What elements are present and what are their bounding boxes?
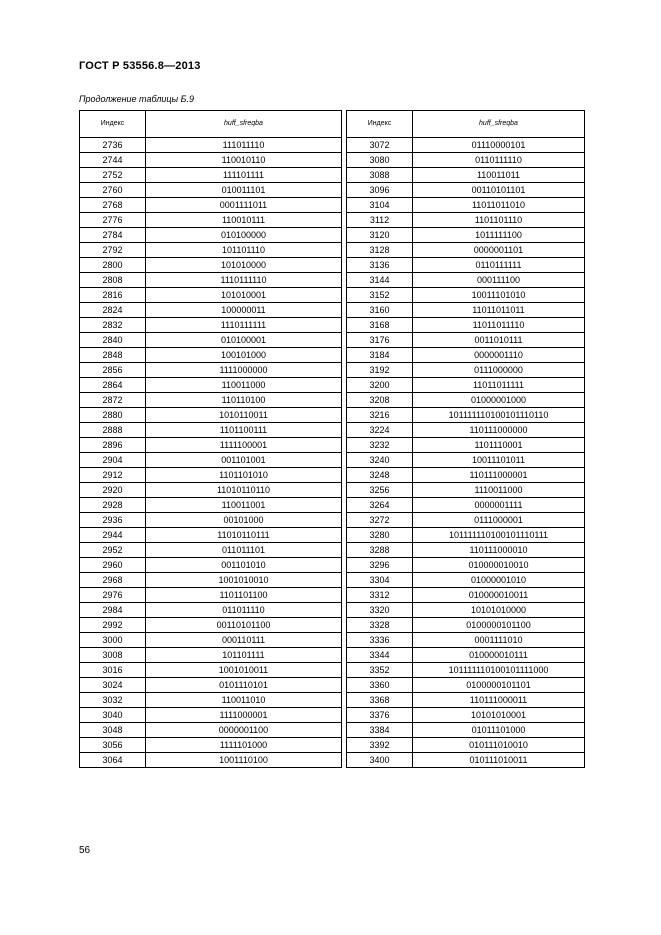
document-header: ГОСТ Р 53556.8—2013	[79, 60, 201, 72]
code-cell: 0100000101100	[413, 618, 585, 633]
index-cell: 3216	[347, 408, 413, 423]
code-cell: 101101110	[146, 243, 342, 258]
table-container	[79, 110, 585, 768]
table-row	[347, 183, 585, 198]
table-row	[347, 288, 585, 303]
table-row	[80, 213, 342, 228]
code-cell: 1101101010	[146, 468, 342, 483]
code-cell: 11011011110	[413, 318, 585, 333]
index-cell: 3368	[347, 693, 413, 708]
table-row	[80, 528, 342, 543]
table-row	[80, 288, 342, 303]
index-cell: 3288	[347, 543, 413, 558]
index-cell: 3272	[347, 513, 413, 528]
table-row	[80, 378, 342, 393]
table-row	[347, 303, 585, 318]
code-cell: 0000001111	[413, 498, 585, 513]
table-row	[80, 318, 342, 333]
code-cell: 01000001010	[413, 573, 585, 588]
table-row	[347, 333, 585, 348]
code-cell: 110010110	[146, 153, 342, 168]
table-row	[347, 648, 585, 663]
table-caption: Продолжение таблицы Б.9	[79, 94, 195, 104]
table-row	[80, 558, 342, 573]
table-row	[347, 573, 585, 588]
index-cell: 2760	[80, 183, 146, 198]
code-cell: 01110000101	[413, 138, 585, 153]
index-cell: 3344	[347, 648, 413, 663]
table-header-row	[80, 111, 342, 138]
index-cell: 3256	[347, 483, 413, 498]
index-cell: 2736	[80, 138, 146, 153]
code-cell: 1111000000	[146, 363, 342, 378]
code-cell: 111011110	[146, 138, 342, 153]
table-row	[80, 573, 342, 588]
code-cell: 0111000000	[413, 363, 585, 378]
index-cell: 3352	[347, 663, 413, 678]
code-cell: 010111010011	[413, 753, 585, 768]
table-row	[80, 603, 342, 618]
table-row	[347, 543, 585, 558]
table-row	[347, 468, 585, 483]
table-row	[347, 708, 585, 723]
code-cell: 0000001110	[413, 348, 585, 363]
code-cell: 10011101010	[413, 288, 585, 303]
table-row	[80, 138, 342, 153]
code-cell: 100000011	[146, 303, 342, 318]
code-cell: 110110100	[146, 393, 342, 408]
index-cell: 2824	[80, 303, 146, 318]
code-cell: 11011011111	[413, 378, 585, 393]
index-cell: 3072	[347, 138, 413, 153]
index-cell: 2864	[80, 378, 146, 393]
index-cell: 3048	[80, 723, 146, 738]
code-table-right	[346, 110, 585, 768]
table-row	[347, 453, 585, 468]
index-cell: 2744	[80, 153, 146, 168]
table-row	[80, 438, 342, 453]
code-cell: 1011111100	[413, 228, 585, 243]
table-row	[347, 693, 585, 708]
index-cell: 3152	[347, 288, 413, 303]
table-row	[347, 663, 585, 678]
table-row	[80, 678, 342, 693]
code-cell: 001101001	[146, 453, 342, 468]
table-row	[347, 258, 585, 273]
table-row	[80, 273, 342, 288]
table-row	[347, 348, 585, 363]
table-row	[80, 693, 342, 708]
code-cell: 1001010010	[146, 573, 342, 588]
code-cell: 0011010111	[413, 333, 585, 348]
code-cell: 1110011000	[413, 483, 585, 498]
table-row	[80, 348, 342, 363]
code-cell: 110111000000	[413, 423, 585, 438]
index-cell: 3400	[347, 753, 413, 768]
code-table-left	[79, 110, 342, 768]
table-row	[347, 723, 585, 738]
index-cell: 2784	[80, 228, 146, 243]
code-cell: 00110101101	[413, 183, 585, 198]
index-cell: 3304	[347, 573, 413, 588]
code-cell: 00101000	[146, 513, 342, 528]
code-cell: 1111000001	[146, 708, 342, 723]
index-cell: 3184	[347, 348, 413, 363]
code-cell: 101010001	[146, 288, 342, 303]
code-cell: 010100001	[146, 333, 342, 348]
table-row	[347, 153, 585, 168]
table-row	[347, 168, 585, 183]
table-row	[347, 393, 585, 408]
index-cell: 3096	[347, 183, 413, 198]
header-index: Индекс	[80, 111, 146, 138]
code-cell: 1101101110	[413, 213, 585, 228]
table-row	[80, 183, 342, 198]
code-cell: 101111110100101111000	[413, 663, 585, 678]
code-cell: 1001110100	[146, 753, 342, 768]
code-cell: 000110111	[146, 633, 342, 648]
index-cell: 2832	[80, 318, 146, 333]
code-cell: 110011010	[146, 693, 342, 708]
index-cell: 3088	[347, 168, 413, 183]
table-row	[347, 138, 585, 153]
table-row	[347, 408, 585, 423]
index-cell: 2928	[80, 498, 146, 513]
index-cell: 3328	[347, 618, 413, 633]
table-row	[347, 318, 585, 333]
index-cell: 3264	[347, 498, 413, 513]
table-row	[80, 588, 342, 603]
index-cell: 3144	[347, 273, 413, 288]
table-row	[80, 408, 342, 423]
index-cell: 3360	[347, 678, 413, 693]
table-row	[80, 198, 342, 213]
code-cell: 01011101000	[413, 723, 585, 738]
index-cell: 3104	[347, 198, 413, 213]
index-cell: 3112	[347, 213, 413, 228]
index-cell: 3336	[347, 633, 413, 648]
code-cell: 010000010010	[413, 558, 585, 573]
index-cell: 3240	[347, 453, 413, 468]
code-cell: 101111110100101110110	[413, 408, 585, 423]
table-row	[80, 498, 342, 513]
code-cell: 010000010011	[413, 588, 585, 603]
code-cell: 10011101011	[413, 453, 585, 468]
code-cell: 1110111110	[146, 273, 342, 288]
index-cell: 2792	[80, 243, 146, 258]
index-cell: 3392	[347, 738, 413, 753]
code-cell: 1010110011	[146, 408, 342, 423]
code-cell: 1111100001	[146, 438, 342, 453]
index-cell: 3008	[80, 648, 146, 663]
index-cell: 3176	[347, 333, 413, 348]
code-cell: 110010111	[146, 213, 342, 228]
index-cell: 3040	[80, 708, 146, 723]
code-cell: 1101110001	[413, 438, 585, 453]
index-cell: 2896	[80, 438, 146, 453]
code-cell: 1111101000	[146, 738, 342, 753]
code-cell: 10101010001	[413, 708, 585, 723]
table-row	[347, 618, 585, 633]
table-row	[347, 363, 585, 378]
table-row	[80, 153, 342, 168]
index-cell: 2840	[80, 333, 146, 348]
code-cell: 1001010011	[146, 663, 342, 678]
index-cell: 3320	[347, 603, 413, 618]
table-row	[347, 498, 585, 513]
index-cell: 2992	[80, 618, 146, 633]
table-row	[347, 513, 585, 528]
index-cell: 3312	[347, 588, 413, 603]
table-row	[80, 723, 342, 738]
code-cell: 0000001101	[413, 243, 585, 258]
index-cell: 3208	[347, 393, 413, 408]
code-cell: 11010110111	[146, 528, 342, 543]
table-row	[347, 243, 585, 258]
code-cell: 011011101	[146, 543, 342, 558]
code-cell: 101101111	[146, 648, 342, 663]
header-index: Индекс	[347, 111, 413, 138]
code-cell: 010100000	[146, 228, 342, 243]
table-row	[80, 168, 342, 183]
table-row	[80, 363, 342, 378]
index-cell: 3160	[347, 303, 413, 318]
code-cell: 110011001	[146, 498, 342, 513]
index-cell: 3056	[80, 738, 146, 753]
table-row	[80, 393, 342, 408]
index-cell: 3136	[347, 258, 413, 273]
index-cell: 2808	[80, 273, 146, 288]
index-cell: 2768	[80, 198, 146, 213]
code-cell: 0001111011	[146, 198, 342, 213]
code-cell: 0111000001	[413, 513, 585, 528]
code-cell: 0110111111	[413, 258, 585, 273]
code-cell: 001101010	[146, 558, 342, 573]
code-cell: 010011101	[146, 183, 342, 198]
table-row	[347, 738, 585, 753]
index-cell: 3024	[80, 678, 146, 693]
table-row	[80, 453, 342, 468]
index-cell: 2984	[80, 603, 146, 618]
table-row	[80, 543, 342, 558]
table-row	[80, 738, 342, 753]
code-cell: 101111110100101110111	[413, 528, 585, 543]
code-cell: 101010000	[146, 258, 342, 273]
table-row	[347, 438, 585, 453]
index-cell: 2976	[80, 588, 146, 603]
table-row	[347, 423, 585, 438]
code-cell: 11011011011	[413, 303, 585, 318]
code-cell: 110111000010	[413, 543, 585, 558]
index-cell: 3064	[80, 753, 146, 768]
index-cell: 2960	[80, 558, 146, 573]
index-cell: 3016	[80, 663, 146, 678]
table-row	[80, 753, 342, 768]
index-cell: 3296	[347, 558, 413, 573]
table-row	[347, 528, 585, 543]
index-cell: 3168	[347, 318, 413, 333]
index-cell: 2800	[80, 258, 146, 273]
index-cell: 3248	[347, 468, 413, 483]
table-row	[80, 333, 342, 348]
index-cell: 2912	[80, 468, 146, 483]
index-cell: 3032	[80, 693, 146, 708]
table-row	[80, 618, 342, 633]
table-row	[80, 243, 342, 258]
index-cell: 2848	[80, 348, 146, 363]
code-cell: 10101010000	[413, 603, 585, 618]
table-row	[347, 273, 585, 288]
table-row	[80, 708, 342, 723]
table-row	[347, 558, 585, 573]
index-cell: 2872	[80, 393, 146, 408]
index-cell: 3200	[347, 378, 413, 393]
index-cell: 3232	[347, 438, 413, 453]
code-cell: 0101110101	[146, 678, 342, 693]
index-cell: 2968	[80, 573, 146, 588]
table-row	[347, 753, 585, 768]
code-cell: 1101101100	[146, 588, 342, 603]
table-row	[80, 468, 342, 483]
table-row	[347, 198, 585, 213]
header-code: huff_sfreqba	[146, 111, 342, 138]
index-cell: 3192	[347, 363, 413, 378]
code-cell: 000111100	[413, 273, 585, 288]
index-cell: 3128	[347, 243, 413, 258]
code-cell: 100101000	[146, 348, 342, 363]
table-row	[80, 513, 342, 528]
code-cell: 110011000	[146, 378, 342, 393]
table-row	[347, 603, 585, 618]
table-row	[347, 228, 585, 243]
table-row	[347, 588, 585, 603]
code-cell: 010111010010	[413, 738, 585, 753]
code-cell: 011011110	[146, 603, 342, 618]
code-cell: 110111000001	[413, 468, 585, 483]
table-row	[347, 483, 585, 498]
table-row	[80, 258, 342, 273]
table-row	[347, 378, 585, 393]
index-cell: 3224	[347, 423, 413, 438]
index-cell: 3000	[80, 633, 146, 648]
code-cell: 111101111	[146, 168, 342, 183]
table-row	[80, 423, 342, 438]
index-cell: 2952	[80, 543, 146, 558]
table-row	[80, 228, 342, 243]
code-cell: 110011011	[413, 168, 585, 183]
table-row	[80, 483, 342, 498]
code-cell: 0100000101101	[413, 678, 585, 693]
page-number: 56	[79, 845, 91, 856]
table-row	[80, 663, 342, 678]
index-cell: 3376	[347, 708, 413, 723]
index-cell: 2776	[80, 213, 146, 228]
table-row	[80, 303, 342, 318]
code-cell: 11011011010	[413, 198, 585, 213]
index-cell: 3120	[347, 228, 413, 243]
code-cell: 0001111010	[413, 633, 585, 648]
index-cell: 2880	[80, 408, 146, 423]
index-cell: 2944	[80, 528, 146, 543]
index-cell: 3080	[347, 153, 413, 168]
index-cell: 3280	[347, 528, 413, 543]
index-cell: 2856	[80, 363, 146, 378]
code-cell: 1110111111	[146, 318, 342, 333]
index-cell: 3384	[347, 723, 413, 738]
code-cell: 0000001100	[146, 723, 342, 738]
code-cell: 010000010111	[413, 648, 585, 663]
table-row	[80, 633, 342, 648]
code-cell: 11010110110	[146, 483, 342, 498]
code-cell: 0110111110	[413, 153, 585, 168]
index-cell: 2936	[80, 513, 146, 528]
code-cell: 110111000011	[413, 693, 585, 708]
table-row	[347, 678, 585, 693]
code-cell: 00110101100	[146, 618, 342, 633]
index-cell: 2904	[80, 453, 146, 468]
table-header-row	[347, 111, 585, 138]
table-row	[347, 213, 585, 228]
index-cell: 2752	[80, 168, 146, 183]
code-cell: 01000001000	[413, 393, 585, 408]
index-cell: 2920	[80, 483, 146, 498]
code-cell: 1101100111	[146, 423, 342, 438]
header-code: huff_sfreqba	[413, 111, 585, 138]
index-cell: 2888	[80, 423, 146, 438]
index-cell: 2816	[80, 288, 146, 303]
table-row	[347, 633, 585, 648]
table-row	[80, 648, 342, 663]
